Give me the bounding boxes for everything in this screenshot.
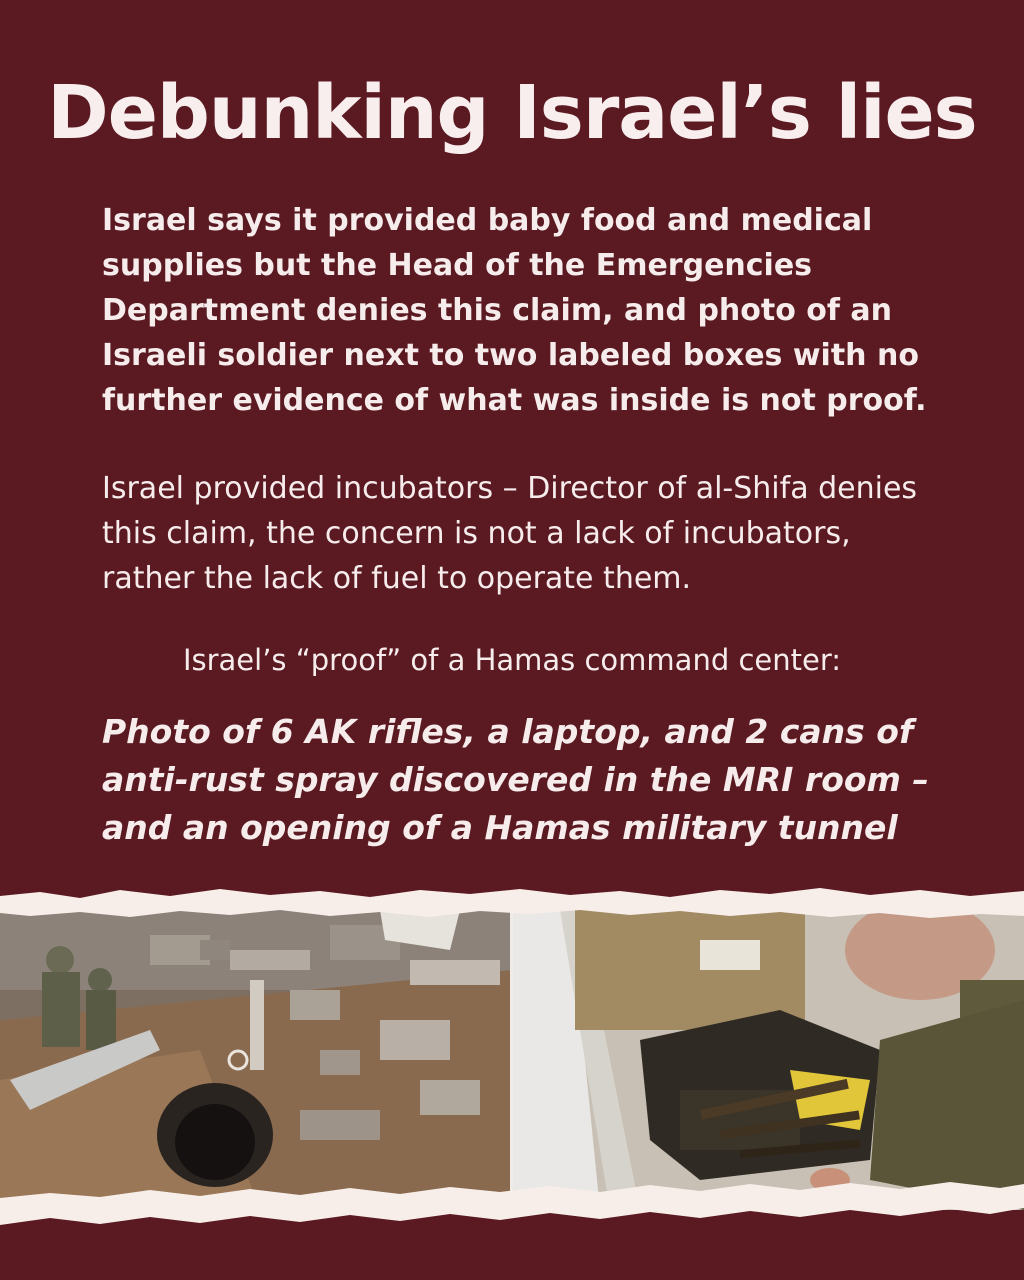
incubators-claim-paragraph: Israel provided incubators – Director of al-Shifa denies this claim, the concern is not a lack of incubators, rather the lack of fuel to operate them. <box>102 471 918 596</box>
photo-strip-graphic <box>0 880 1024 1240</box>
page-title: Debunking Israel’s lies <box>47 70 977 156</box>
command-center-heading: Israel’s “proof” of a Hamas command center: <box>182 643 842 677</box>
photo-strip <box>0 880 1024 1240</box>
rifles-laptop-photo <box>512 900 1024 1210</box>
rifles-tunnel-paragraph: Photo of 6 AK rifles, a laptop, and 2 cans of anti-rust spray discovered in the MRI room – and an opening of a Hamas military tunnel <box>102 712 929 847</box>
baby-food-claim-paragraph: Israel says it provided baby food and medical supplies but the Head of the Emergencies Department denies this claim, and photo of an Israeli soldier next to two labeled boxes with no further evidence of what was inside is not proof. <box>102 203 927 418</box>
rubble-tunnel-photo <box>0 910 512 1210</box>
